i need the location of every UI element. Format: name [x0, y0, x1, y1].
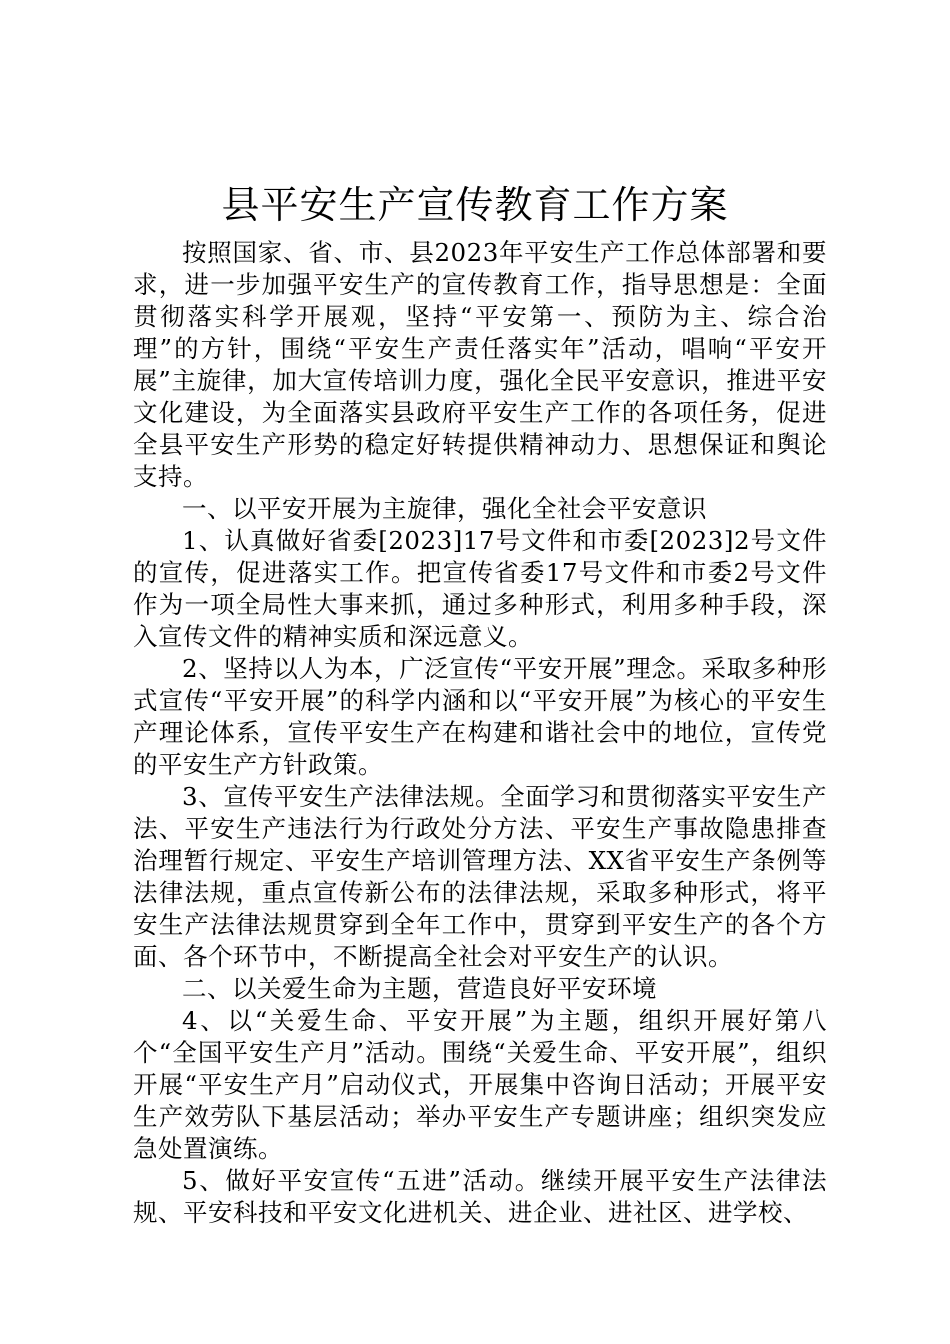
item-paragraph-4: 4、以“关爱生命、平安开展”为主题，组织开展好第八个“全国平安生产月”活动。围绕“关爱生命、平安开展”，组织开展“平安生产月”启动仪式，开展集中咨询日活动；开展平安生产效劳队下基层活动；举办平安生产专题讲座；组织突发应急处置演练。: [133, 1006, 827, 1163]
item-paragraph-3: 3、宣传平安生产法律法规。全面学习和贯彻落实平安生产法、平安生产违法行为行政处分方法、平安生产事故隐患排查治理暂行规定、平安生产培训管理方法、XX省平安生产条例等法律法规，重点宣传新公布的法律法规，采取多种形式，将平安生产法律法规贯穿到全年工作中，贯穿到平安生产的各个方面、各个环节中，不断提高全社会对平安生产的认识。: [133, 782, 827, 971]
section-heading-2: 二、以关爱生命为主题，营造良好平安环境: [182, 974, 657, 1003]
document-body: [133, 237, 827, 1229]
item-paragraph-1: 1、认真做好省委[2023]17号文件和市委[2023]2号文件的宣传，促进落实工作。把宣传省委17号文件和市委2号文件作为一项全局性大事来抓，通过多种形式，利用多种手段，深入宣传文件的精神实质和深远意义。: [133, 526, 827, 651]
item-paragraph-2: 2、坚持以人为本，广泛宣传“平安开展”理念。采取多种形式宣传“平安开展”的科学内涵和以“平安开展”为核心的平安生产理论体系，宣传平安生产在构建和谐社会中的地位，宣传党的平安生产方针政策。: [133, 654, 827, 779]
document-title: 县平安生产宣传教育工作方案: [221, 183, 729, 227]
section-heading-1: 一、以平安开展为主旋律，强化全社会平安意识: [182, 494, 707, 523]
intro-paragraph: 按照国家、省、市、县2023年平安生产工作总体部署和要求，进一步加强平安生产的宣传教育工作，指导思想是：全面贯彻落实科学开展观，坚持“平安第一、预防为主、综合治理”的方针，围绕“平安生产责任落实年”活动，唱响“平安开展”主旋律，加大宣传培训力度，强化全民平安意识，推进平安文化建设，为全面落实县政府平安生产工作的各项任务，促进全县平安生产形势的稳定好转提供精神动力、思想保证和舆论支持。: [133, 238, 827, 491]
item-paragraph-5: 5、做好平安宣传“五进”活动。继续开展平安生产法律法规、平安科技和平安文化进机关、进企业、进社区、进学校、: [133, 1166, 827, 1227]
